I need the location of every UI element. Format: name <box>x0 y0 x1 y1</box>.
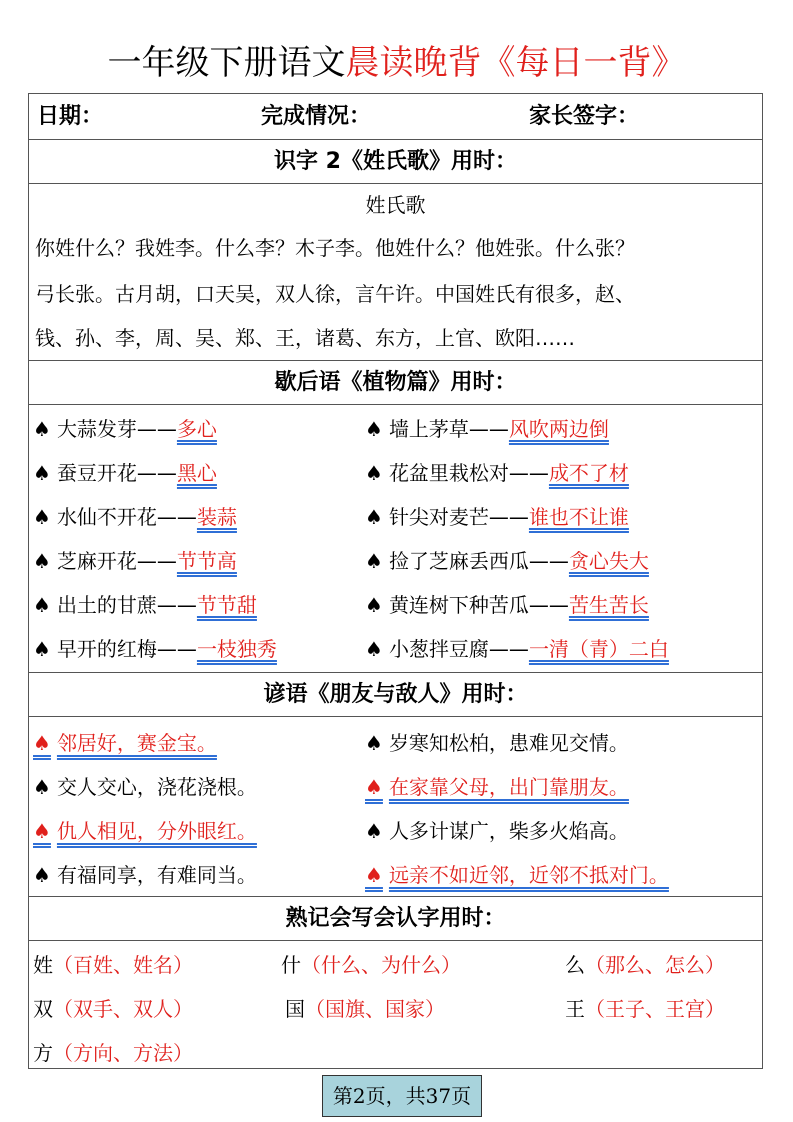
section-heading-1: 识字 2《姓氏歌》用时： <box>29 140 762 184</box>
spade-icon: ♠ <box>365 549 383 573</box>
spade-icon: ♠ <box>365 461 383 485</box>
poem-line-1: 你姓什么？我姓李。什么李？木子李。他姓什么？他姓张。什么张？ <box>35 236 635 260</box>
spade-icon: ♠ <box>33 417 51 441</box>
worksheet-table <box>28 93 763 1069</box>
xiehouyu-block <box>29 405 762 673</box>
status-label: 完成情况： <box>261 104 372 129</box>
spade-icon: ♠ <box>33 775 51 799</box>
char-words: （什么、为什么） <box>301 953 461 977</box>
xiehouyu-right-3 <box>365 501 629 530</box>
xiehouyu-left-6 <box>33 633 277 662</box>
poem-line-2: 弓长张。古月胡，口天吴，双人徐，言午许。中国姓氏有很多，赵、 <box>35 282 635 306</box>
char-item <box>281 949 461 978</box>
riddle-text: 捡了芝麻丢西瓜—— <box>388 549 569 573</box>
riddle-answer: 风吹两边倒 <box>508 417 609 441</box>
sign-label: 家长签字： <box>529 104 640 129</box>
page-number: 第2页，共37页 <box>322 1075 482 1117</box>
char-item <box>565 993 725 1022</box>
char: 方 <box>33 1041 53 1065</box>
char-item <box>565 949 725 978</box>
char-words: （双手、双人） <box>53 997 193 1021</box>
proverb-2 <box>365 727 629 756</box>
proverb-1 <box>33 727 217 756</box>
riddle-text: 芝麻开花—— <box>56 549 177 573</box>
riddle-answer: 一清（青）二白 <box>528 637 669 661</box>
spade-icon: ♠ <box>33 819 51 843</box>
char-item <box>33 1037 193 1066</box>
riddle-text: 出土的甘蔗—— <box>56 593 197 617</box>
riddle-answer: 苦生苦长 <box>568 593 649 617</box>
spade-icon: ♠ <box>33 593 51 617</box>
riddle-text: 花盆里栽松对—— <box>388 461 549 485</box>
xiehouyu-right-4 <box>365 545 649 574</box>
riddle-text: 大蒜发芽—— <box>56 417 177 441</box>
poem-title: 姓氏歌 <box>365 193 426 217</box>
section-heading-3: 谚语《朋友与敌人》用时： <box>29 673 762 717</box>
proverb-text: 有福同享，有难同当。 <box>56 863 257 887</box>
proverb-4 <box>365 771 629 800</box>
riddle-answer: 节节甜 <box>196 593 257 617</box>
riddle-text: 蚕豆开花—— <box>56 461 177 485</box>
spade-icon: ♠ <box>365 863 383 887</box>
proverb-text: 远亲不如近邻，近邻不抵对门。 <box>388 863 669 887</box>
char-words: （百姓、姓名） <box>53 953 193 977</box>
poem-line-3: 钱、孙、李，周、吴、郑、王，诸葛、东方，上官、欧阳…… <box>35 326 575 350</box>
riddle-text: 水仙不开花—— <box>56 505 197 529</box>
spade-icon: ♠ <box>33 731 51 755</box>
date-label: 日期： <box>37 104 104 129</box>
xiehouyu-left-4 <box>33 545 237 574</box>
xiehouyu-left-3 <box>33 501 237 530</box>
spade-icon: ♠ <box>365 819 383 843</box>
proverb-7 <box>33 859 257 888</box>
xiehouyu-right-6 <box>365 633 669 662</box>
riddle-text: 小葱拌豆腐—— <box>388 637 529 661</box>
riddle-text: 针尖对麦芒—— <box>388 505 529 529</box>
spade-icon: ♠ <box>365 731 383 755</box>
char-words: （方向、方法） <box>53 1041 193 1065</box>
proverb-3 <box>33 771 257 800</box>
title-main: 一年级下册语文 <box>107 43 346 83</box>
riddle-answer: 贪心失大 <box>568 549 649 573</box>
proverb-text: 岁寒知松柏，患难见交情。 <box>388 731 629 755</box>
spade-icon: ♠ <box>365 637 383 661</box>
xiehouyu-left-2 <box>33 457 217 486</box>
riddle-answer: 节节高 <box>176 549 237 573</box>
spade-icon: ♠ <box>365 417 383 441</box>
riddle-answer: 装蒜 <box>196 505 237 529</box>
spade-icon: ♠ <box>33 637 51 661</box>
header-row <box>29 94 762 140</box>
proverb-text: 邻居好，赛金宝。 <box>56 731 217 755</box>
char-item <box>285 993 445 1022</box>
xiehouyu-right-5 <box>365 589 649 618</box>
char-words: （王子、王宫） <box>585 997 725 1021</box>
riddle-text: 墙上茅草—— <box>388 417 509 441</box>
riddle-answer: 一枝独秀 <box>196 637 277 661</box>
xiehouyu-left-5 <box>33 589 257 618</box>
proverb-8 <box>365 859 669 888</box>
char: 姓 <box>33 953 53 977</box>
spade-icon: ♠ <box>33 461 51 485</box>
riddle-text: 早开的红梅—— <box>56 637 197 661</box>
xiehouyu-right-2 <box>365 457 629 486</box>
proverb-5 <box>33 815 257 844</box>
char: 王 <box>565 997 585 1021</box>
proverb-text: 仇人相见，分外眼红。 <box>56 819 257 843</box>
riddle-answer: 多心 <box>176 417 217 441</box>
char: 什 <box>281 953 301 977</box>
char: 么 <box>565 953 585 977</box>
riddle-answer: 成不了材 <box>548 461 629 485</box>
spade-icon: ♠ <box>33 505 51 529</box>
section-heading-2: 歇后语《植物篇》用时： <box>29 361 762 405</box>
title-highlight: 晨读晚背《每日一背》 <box>345 43 686 83</box>
spade-icon: ♠ <box>33 549 51 573</box>
spade-icon: ♠ <box>365 505 383 529</box>
spade-icon: ♠ <box>365 775 383 799</box>
spade-icon: ♠ <box>365 593 383 617</box>
characters-block <box>29 941 762 1069</box>
proverb-text: 交人交心，浇花浇根。 <box>56 775 257 799</box>
char-item <box>33 993 193 1022</box>
riddle-text: 黄连树下种苦瓜—— <box>388 593 569 617</box>
page-title <box>0 38 793 88</box>
proverb-text: 人多计谋广，柴多火焰高。 <box>388 819 629 843</box>
proverb-block <box>29 717 762 897</box>
xiehouyu-left-1 <box>33 413 217 442</box>
proverb-text: 在家靠父母，出门靠朋友。 <box>388 775 629 799</box>
riddle-answer: 黑心 <box>176 461 217 485</box>
char-item <box>33 949 193 978</box>
char-words: （那么、怎么） <box>585 953 725 977</box>
char-words: （国旗、国家） <box>305 997 445 1021</box>
spade-icon: ♠ <box>33 863 51 887</box>
section-heading-4: 熟记会写会认字用时： <box>29 897 762 941</box>
xiehouyu-right-1 <box>365 413 609 442</box>
char: 双 <box>33 997 53 1021</box>
poem-block <box>29 184 762 361</box>
char: 国 <box>285 997 305 1021</box>
proverb-6 <box>365 815 629 844</box>
riddle-answer: 谁也不让谁 <box>528 505 629 529</box>
